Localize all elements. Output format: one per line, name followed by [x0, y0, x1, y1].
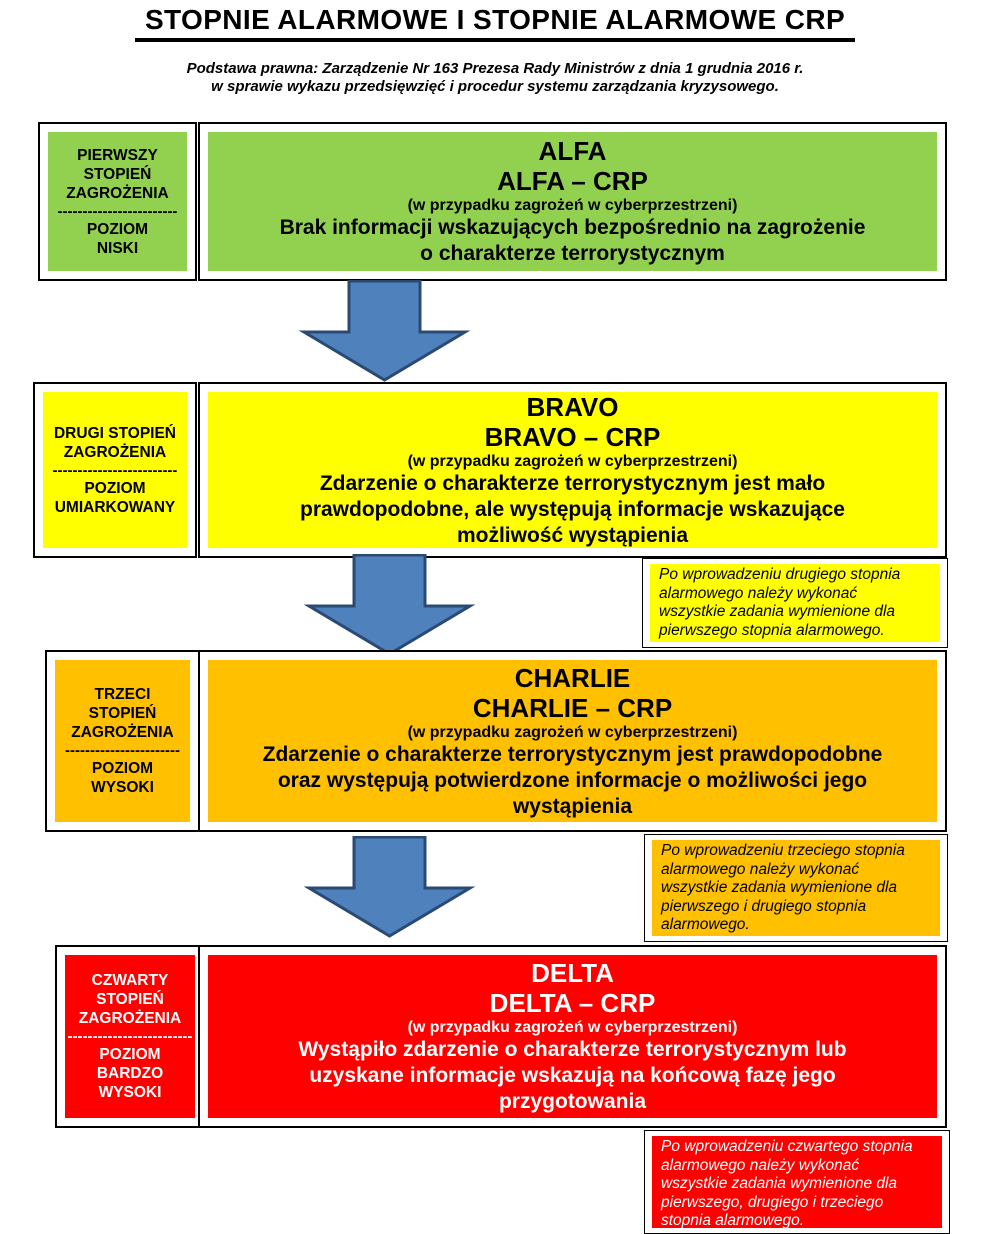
- down-arrow-icon: [302, 836, 477, 938]
- side-note-cell-bravo: [642, 558, 948, 648]
- side-note-cell-charlie: [644, 834, 948, 942]
- level-name-crp: BRAVO – CRP: [484, 421, 661, 452]
- label-divider: -------------------------: [67, 1028, 193, 1045]
- level-label-cell-alfa: [38, 122, 197, 281]
- level-name: BRAVO: [526, 392, 619, 422]
- level-label-cell-bravo: [33, 382, 197, 558]
- down-arrow-icon: [302, 554, 477, 656]
- crp-condition: (w przypadku zagrożeń w cyberprzestrzeni): [407, 452, 738, 470]
- level-description: Zdarzenie o charakterze terrorystycznym jest prawdopodobne oraz występują potwierdzone informacje o możliwości jego wystąpienia: [262, 742, 883, 818]
- level-description: Wystąpiło zdarzenie o charakterze terrorystycznym lub uzyskane informacje wskazują na końcową fazę jego przygotowania: [298, 1038, 847, 1113]
- level-name-crp: ALFA – CRP: [497, 166, 648, 196]
- level-label-box-charlie: [55, 660, 190, 822]
- level-main-cell-bravo: [198, 382, 947, 558]
- legal-basis: Podstawa prawna: Zarządzenie Nr 163 Prezesa Rady Ministrów z dnia 1 grudnia 2016 r. w sprawie wykazu przedsięwzięć i procedur systemu zarządzania kryzysowego.: [186, 60, 804, 95]
- level-label-box-delta: [65, 955, 195, 1118]
- level-description: Brak informacji wskazujących bezpośrednio na zagrożenie o charakterze terrorystycznym: [279, 216, 866, 265]
- threat-degree-label: TRZECI STOPIEŃ ZAGROŻENIA: [71, 686, 174, 741]
- level-name-crp: CHARLIE – CRP: [472, 692, 673, 723]
- label-divider: -----------------------: [65, 742, 180, 759]
- level-main-box-bravo: [208, 392, 937, 548]
- side-note-cell-delta: [644, 1130, 950, 1234]
- level-label-cell-charlie: [45, 650, 200, 832]
- threat-level-label: POZIOM UMIARKOWANY: [54, 479, 176, 516]
- label-divider: -------------------------: [52, 461, 178, 479]
- threat-level-label: POZIOM BARDZO WYSOKI: [96, 1046, 164, 1101]
- level-main-cell-charlie: [198, 650, 947, 832]
- threat-degree-label: DRUGI STOPIEŃ ZAGROŻENIA: [53, 424, 176, 461]
- level-name-crp: DELTA – CRP: [489, 988, 656, 1018]
- level-main-cell-delta: [198, 945, 947, 1128]
- threat-degree-label: PIERWSZY STOPIEŃ ZAGROŻENIA: [66, 146, 169, 202]
- crp-condition: (w przypadku zagrożeń w cyberprzestrzeni): [407, 1019, 738, 1036]
- level-main-cell-alfa: [198, 122, 947, 281]
- down-arrow-shape: [304, 281, 465, 380]
- threat-level-label: POZIOM WYSOKI: [91, 760, 154, 796]
- level-label-box-alfa: [48, 132, 187, 271]
- down-arrow-icon: [297, 280, 472, 382]
- side-note-delta: Po wprowadzeniu czwartego stopnia alarmowego należy wykonać wszystkie zadania wymienione dla pierwszego, drugiego i trzeciego stopnia alarmowego.: [652, 1136, 942, 1228]
- level-description: Zdarzenie o charakterze terrorystycznym jest mało prawdopodobne, ale występują informacje wskazujące możliwość wystąpienia: [300, 471, 845, 547]
- level-main-box-charlie: [208, 660, 937, 822]
- page-title: [0, 4, 990, 42]
- threat-degree-label: CZWARTY STOPIEŃ ZAGROŻENIA: [78, 972, 182, 1027]
- threat-level-label: POZIOM NISKI: [86, 220, 149, 257]
- level-name: DELTA: [531, 958, 614, 988]
- side-note-charlie: Po wprowadzeniu trzeciego stopnia alarmowego należy wykonać wszystkie zadania wymienione dla pierwszego i drugiego stopnia alarmowego.: [652, 840, 940, 936]
- level-label-box-bravo: [43, 392, 187, 548]
- crp-condition: (w przypadku zagrożeń w cyberprzestrzeni): [407, 723, 738, 741]
- level-main-box-alfa: [208, 132, 937, 271]
- label-divider: ------------------------: [57, 202, 178, 220]
- level-label-cell-delta: [55, 945, 205, 1128]
- level-main-box-delta: [208, 955, 937, 1118]
- page-title-text: STOPNIE ALARMOWE I STOPNIE ALARMOWE CRP: [135, 4, 855, 42]
- down-arrow-shape: [309, 837, 470, 936]
- side-note-bravo: Po wprowadzeniu drugiego stopnia alarmowego należy wykonać wszystkie zadania wymienione dla pierwszego stopnia alarmowego.: [650, 564, 940, 642]
- level-name: ALFA: [538, 136, 607, 166]
- level-name: CHARLIE: [514, 662, 631, 693]
- crp-condition: (w przypadku zagrożeń w cyberprzestrzeni): [407, 197, 738, 214]
- down-arrow-shape: [309, 555, 470, 654]
